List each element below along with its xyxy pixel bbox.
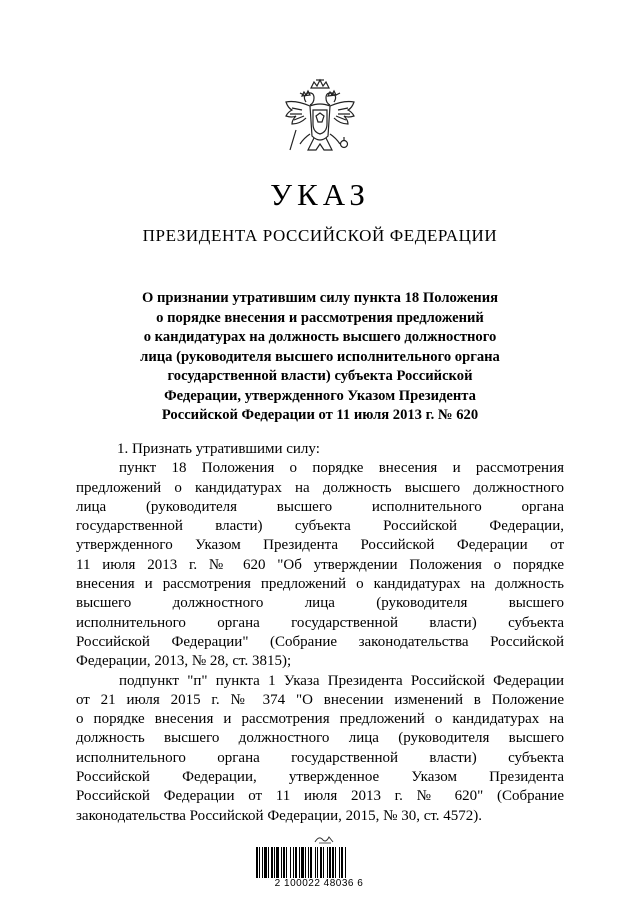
document-title: УКАЗ — [270, 177, 370, 212]
barcode-bar — [268, 847, 269, 878]
heading-line: государственной власти) субъекта Российской — [167, 368, 473, 384]
barcode-bar — [332, 847, 334, 878]
barcode-bar — [345, 847, 346, 878]
body-line: Российской Федерации от 11 июля 2013 г. № 620" (Собрание — [76, 788, 564, 805]
body-line: законодательства Российской Федерации, 2015, № 30, ст. 4572). — [76, 807, 483, 824]
barcode-bar — [299, 847, 300, 878]
body-line: исполнительного органа государственной власти) субъекта — [76, 749, 564, 766]
barcode-bar — [341, 847, 343, 878]
barcode-bar — [293, 847, 294, 878]
decree-body — [76, 440, 564, 826]
body-line: предложений о кандидатурах на должность высшего должностного — [76, 479, 564, 496]
body-line: государственной власти) субъекта Российской Федерации, — [76, 518, 564, 535]
barcode-bar — [276, 847, 279, 878]
barcode-bar — [308, 847, 309, 878]
body-line: должность высшего должностного лица (руководителя высшего — [76, 730, 564, 747]
barcode-bar — [283, 847, 285, 878]
body-line: Российской Федерации" (Собрание законодательства Российской — [76, 633, 564, 650]
barcode-bar — [315, 847, 316, 878]
barcode-bar — [290, 847, 291, 878]
heading-line: Федерации, утвержденного Указом Президента — [164, 387, 476, 404]
body-line: Российской Федерации, утвержденное Указом Президента — [76, 769, 564, 786]
body-line: лица (руководителя высшего исполнительного органа — [76, 498, 564, 515]
barcode-bar — [329, 847, 331, 878]
coat-of-arms-emblem — [280, 78, 360, 162]
barcode — [254, 847, 384, 878]
barcode-bar — [262, 847, 263, 878]
barcode-bar — [274, 847, 275, 878]
decree-heading — [98, 289, 542, 426]
body-line: 11 июля 2013 г. № 620 "Об утверждении Положения о порядке — [76, 556, 564, 573]
printer-mark-icon — [313, 834, 335, 844]
body-line: пункт 18 Положения о порядке внесения и рассмотрения — [119, 460, 564, 477]
heading-line: Российской Федерации от 11 июля 2013 г. № 620 — [161, 407, 479, 423]
heading-line: о кандидатурах на должность высшего должностного — [143, 329, 497, 345]
body-line: от 21 июля 2015 г. № 374 "О внесении изменений в Положение — [76, 691, 564, 708]
document-subtitle: ПРЕЗИДЕНТА РОССИЙСКОЙ ФЕДЕРАЦИИ — [142, 226, 498, 245]
body-line: 1. Признать утратившими силу: — [117, 441, 320, 457]
heading-line: о порядке внесения и рассмотрения предложений — [156, 309, 484, 326]
barcode-bar — [320, 847, 322, 878]
body-line: внесения и рассмотрения предложений о кандидатурах на должность — [76, 576, 564, 593]
barcode-bar — [335, 847, 336, 878]
body-line: подпункт "п" пункта 1 Указа Президента Российской Федерации — [119, 672, 564, 689]
body-line: исполнительного органа государственной власти) субъекта — [76, 614, 564, 631]
body-line: о порядке внесения и рассмотрения предложений о кандидатурах на — [76, 711, 564, 728]
barcode-bar — [286, 847, 287, 878]
barcode-number: 2 100022 48036 6 — [274, 878, 364, 889]
barcode-bar — [281, 847, 282, 878]
barcode-bar — [295, 847, 297, 878]
barcode-bar — [327, 847, 328, 878]
barcode-bar — [271, 847, 273, 878]
barcode-bar — [264, 847, 267, 878]
barcode-bar — [259, 847, 260, 878]
body-line: высшего должностного лица (руководителя высшего — [76, 595, 564, 612]
heading-line: О признании утратившим силу пункта 18 Положения — [141, 290, 499, 306]
barcode-bar — [256, 847, 258, 878]
body-line: утвержденного Указом Президента Российской Федерации от — [76, 537, 564, 554]
barcode-bar — [301, 847, 304, 878]
barcode-bar — [339, 847, 340, 878]
barcode-bar — [310, 847, 312, 878]
barcode-bar — [323, 847, 324, 878]
barcode-bar — [317, 847, 318, 878]
body-line: Федерации, 2013, № 28, ст. 3815); — [76, 653, 292, 670]
barcode-bar — [305, 847, 306, 878]
heading-line: лица (руководителя высшего исполнительного органа — [140, 348, 500, 365]
